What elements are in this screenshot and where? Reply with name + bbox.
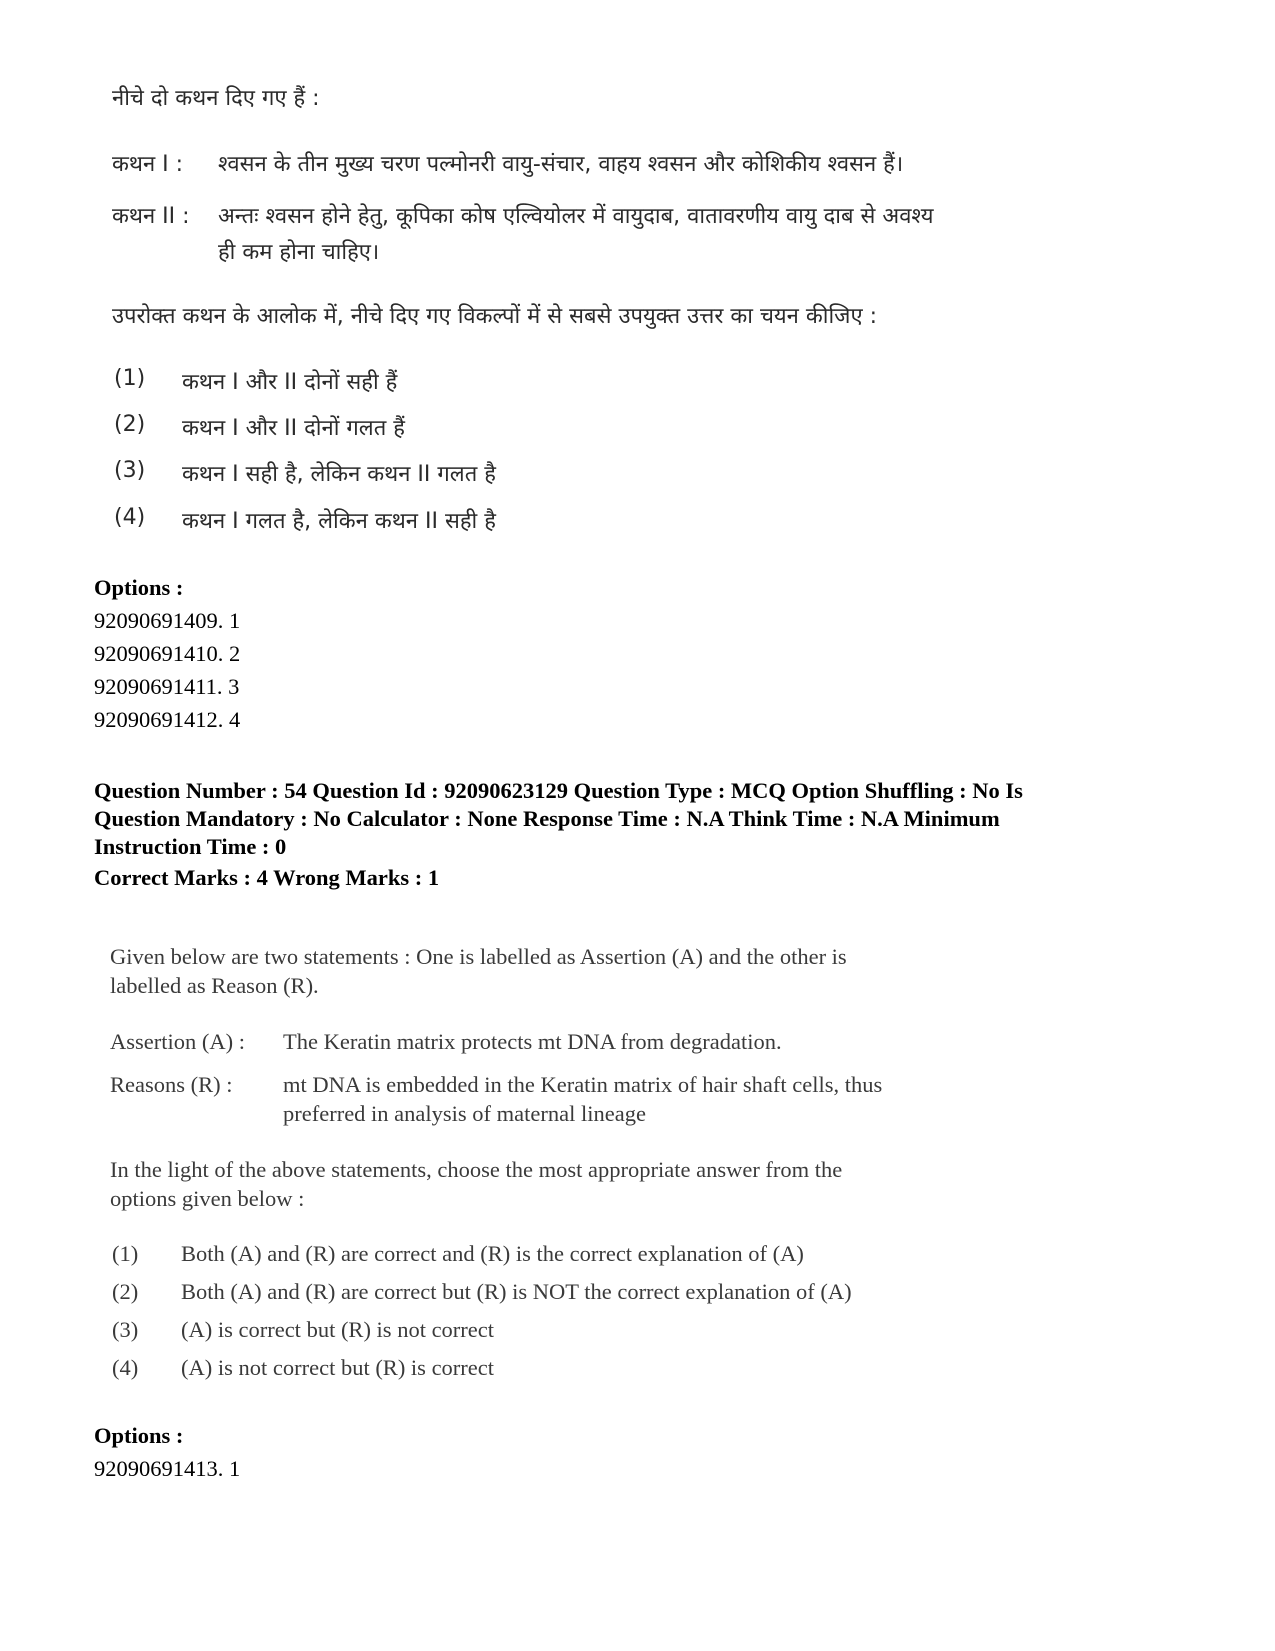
q54-meta [94,777,1154,861]
q54-choice-num: (2) [112,1279,139,1304]
q54-meta-line: Instruction Time : 0 [94,834,287,859]
q54-choice-num: (4) [112,1355,139,1380]
q53-option-item: 92090691409. 1 [94,608,241,633]
q54-intro-line: Given below are two statements : One is labelled as Assertion (A) and the other is [110,944,847,969]
q53-statement2-line2: ही कम होना चाहिए। [218,240,380,265]
q53-choice-text: कथन I और II दोनों सही हैं [182,370,398,395]
q53-options-list [94,604,240,736]
q53-choice-num: (1) [114,366,146,391]
q53-choice-num: (4) [114,505,146,530]
q54-marks: Correct Marks : 4 Wrong Marks : 1 [94,865,440,890]
q53-question-block [0,0,1275,560]
q53-options-heading: Options : [94,575,184,600]
q54-choice-text: Both (A) and (R) are correct but (R) is NOT the correct explanation of (A) [181,1279,852,1304]
q53-statement1-text: श्वसन के तीन मुख्य चरण पल्मोनरी वायु-संचार, वाहय श्वसन और कोशिकीय श्वसन हैं। [218,152,904,177]
q54-intro-line: labelled as Reason (R). [110,973,319,998]
q53-statement2-label: कथन II : [112,204,190,229]
q53-option-item: 92090691411. 3 [94,674,240,699]
q54-meta-line: Question Mandatory : No Calculator : None Response Time : N.A Think Time : N.A Minimum [94,806,1000,831]
q54-assertion-text: The Keratin matrix protects mt DNA from degradation. [283,1029,782,1054]
q53-choice-num: (2) [114,412,146,437]
q54-meta-line: Question Number : 54 Question Id : 92090623129 Question Type : MCQ Option Shuffling : No Is [94,778,1023,803]
q54-choice-text: (A) is not correct but (R) is correct [181,1355,495,1380]
q54-instruction-line: In the light of the above statements, choose the most appropriate answer from the [110,1157,843,1182]
q53-statement2-line1: अन्तः श्वसन होने हेतु, कूपिका कोष एल्वियोलर में वायुदाब, वातावरणीय वायु दाब से अवश्य [218,204,934,229]
q54-choice-num: (3) [112,1317,139,1342]
q54-option-item: 92090691413. 1 [94,1456,241,1481]
q53-choice-text: कथन I गलत है, लेकिन कथन II सही है [182,509,496,534]
q53-choice-text: कथन I सही है, लेकिन कथन II गलत है [182,462,496,487]
q53-option-item: 92090691410. 2 [94,641,241,666]
q53-choice-num: (3) [114,458,146,483]
q53-option-item: 92090691412. 4 [94,707,241,732]
q53-instruction: उपरोक्त कथन के आलोक में, नीचे दिए गए विकल्पों में से सबसे उपयुक्त उत्तर का चयन कीजिए : [112,304,878,329]
q54-assertion-label: Assertion (A) : [110,1029,245,1054]
q54-reason-line: preferred in analysis of maternal lineage [283,1101,646,1126]
q54-reason-label: Reasons (R) : [110,1072,233,1097]
q54-options-heading: Options : [94,1423,184,1448]
q54-choice-text: Both (A) and (R) are correct and (R) is the correct explanation of (A) [181,1241,804,1266]
q54-options-list [94,1452,240,1485]
q54-instruction-line: options given below : [110,1186,305,1211]
q54-question-block [0,930,1275,1400]
q54-choice-num: (1) [112,1241,139,1266]
q53-choice-text: कथन I और II दोनों गलत हैं [182,416,405,441]
q53-intro: नीचे दो कथन दिए गए हैं : [112,86,320,111]
q54-reason-line: mt DNA is embedded in the Keratin matrix of hair shaft cells, thus [283,1072,883,1097]
q53-statement1-label: कथन I : [112,152,184,177]
q54-choice-text: (A) is correct but (R) is not correct [181,1317,495,1342]
